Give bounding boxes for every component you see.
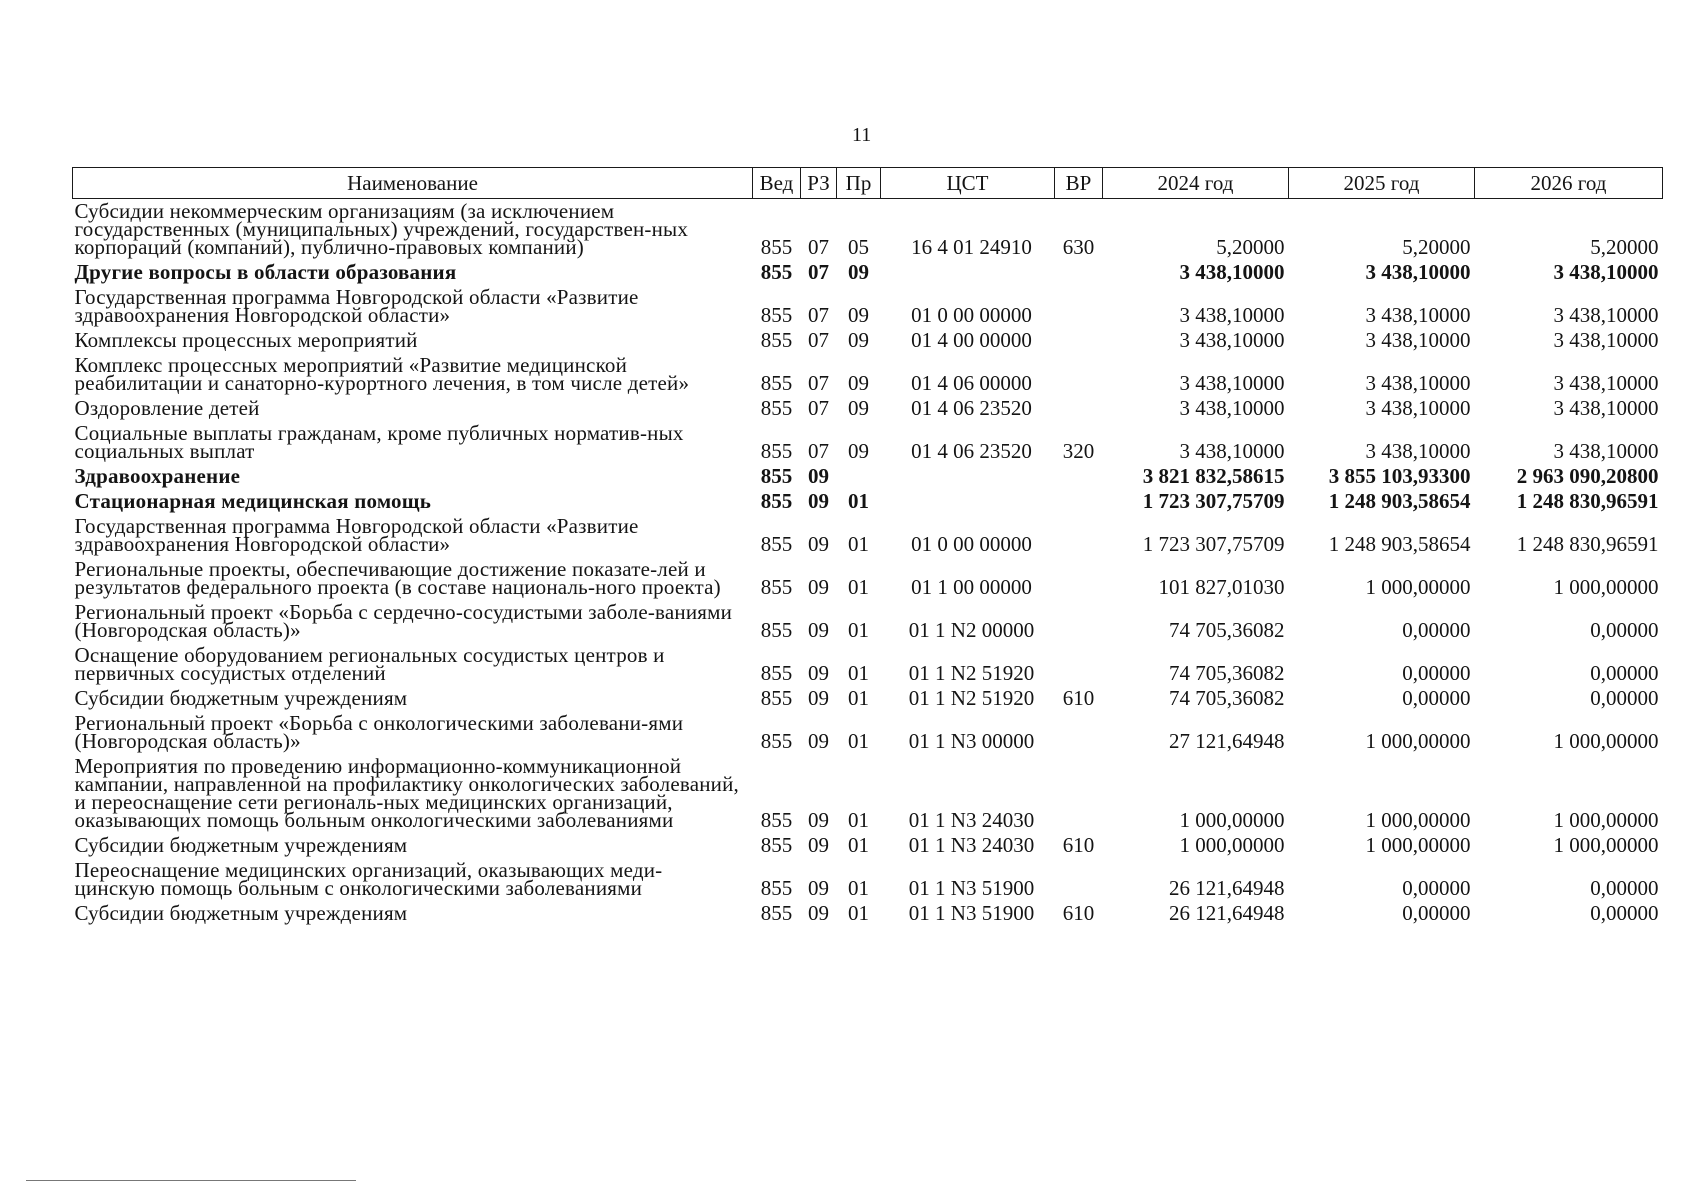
cell-ved: 855 [760,371,793,395]
cell-amount-2025: 0,00000 [1402,618,1471,642]
cell-amount-2025: 5,20000 [1402,235,1471,259]
cell-amount-2025: 3 438,10000 [1365,328,1471,352]
cell-ved: 855 [760,439,793,463]
cell-amount-2025: 3 438,10000 [1365,303,1471,327]
cell-vr [1055,711,1103,754]
cell-vr [1055,514,1103,557]
header-name: Наименование [73,168,753,199]
header-pr: Пр [837,168,881,199]
cell-cst [881,464,1055,489]
cell-vr [1055,489,1103,514]
cell-amount-2026: 1 248 830,96591 [1516,489,1659,513]
cell-amount-2025: 0,00000 [1402,661,1471,685]
cell-name: Переоснащение медицинских организаций, оказывающих меди-цинскую помощь больным с онкологическими заболеваниями [74,858,663,900]
cell-amount-2024: 3 438,10000 [1179,260,1285,284]
cell-cst: 01 1 N2 51920 [908,686,1035,710]
cell-name: Субсидии некоммерческим организациям (за исключением государственных (муниципальных) учреждений, государствен-ных корпораций (компаний), публично-правовых компаний) [74,199,689,259]
cell-rz: 09 [808,575,829,599]
cell-vr [1055,464,1103,489]
cell-vr [1055,328,1103,353]
cell-name: Комплексы процессных мероприятий [74,328,418,352]
cell-ved: 855 [760,808,793,832]
cell-amount-2024: 1 000,00000 [1179,808,1285,832]
cell-amount-2024: 74 705,36082 [1169,618,1285,642]
cell-cst: 01 1 00 00000 [911,575,1032,599]
cell-name: Региональные проекты, обеспечивающие достижение показате-лей и результатов федерального проекта (в составе националь-ного проекта) [74,557,721,599]
cell-cst: 01 1 N3 00000 [908,729,1035,753]
cell-vr [1055,396,1103,421]
table-row [73,328,1663,353]
cell-rz: 09 [808,833,829,857]
cell-amount-2026: 0,00000 [1590,618,1659,642]
cell-ved: 855 [760,303,793,327]
cell-amount-2025: 3 438,10000 [1365,371,1471,395]
cell-amount-2024: 74 705,36082 [1169,661,1285,685]
cell-amount-2024: 3 438,10000 [1179,371,1285,395]
cell-vr [1055,643,1103,686]
cell-rz: 07 [808,260,829,284]
cell-amount-2026: 3 438,10000 [1553,260,1659,284]
cell-name: Социальные выплаты гражданам, кроме публичных норматив-ных социальных выплат [74,421,684,463]
cell-ved: 855 [760,686,793,710]
cell-amount-2026: 0,00000 [1590,876,1659,900]
cell-pr: 01 [848,575,869,599]
table-row [73,396,1663,421]
cell-pr: 01 [848,729,869,753]
cell-vr: 610 [1062,833,1095,857]
cell-pr: 09 [848,439,869,463]
cell-vr [1055,285,1103,328]
cell-amount-2026: 3 438,10000 [1553,303,1659,327]
cell-amount-2025: 0,00000 [1402,686,1471,710]
cell-rz: 07 [808,371,829,395]
cell-pr: 01 [848,532,869,556]
cell-vr: 610 [1062,686,1095,710]
cell-vr: 610 [1062,901,1095,925]
header-cst: ЦСТ [881,168,1055,199]
budget-table-container [72,167,1662,926]
table-row [73,643,1663,686]
cell-amount-2024: 3 438,10000 [1179,439,1285,463]
cell-rz: 09 [808,661,829,685]
cell-rz: 07 [808,396,829,420]
cell-amount-2025: 1 000,00000 [1365,833,1471,857]
cell-cst: 01 1 N3 51900 [908,876,1035,900]
table-row [73,833,1663,858]
header-vr: ВР [1055,168,1103,199]
cell-amount-2024: 3 438,10000 [1179,328,1285,352]
cell-ved: 855 [760,729,793,753]
cell-ved: 855 [760,575,793,599]
table-row [73,711,1663,754]
cell-rz: 09 [808,618,829,642]
cell-rz: 09 [808,901,829,925]
cell-pr: 01 [848,876,869,900]
cell-cst: 01 1 N2 51920 [908,661,1035,685]
cell-pr: 01 [848,833,869,857]
table-body [73,199,1663,927]
cell-amount-2024: 1 723 307,75709 [1142,489,1285,513]
cell-ved: 855 [760,901,793,925]
cell-name: Субсидии бюджетным учреждениям [74,901,408,925]
table-row [73,353,1663,396]
cell-ved: 855 [760,489,793,513]
table-row [73,858,1663,901]
cell-vr [1055,600,1103,643]
cell-cst: 01 0 00 00000 [911,532,1032,556]
cell-ved: 855 [760,661,793,685]
cell-ved: 855 [760,464,793,488]
cell-amount-2025: 1 000,00000 [1365,575,1471,599]
header-rz: РЗ [801,168,837,199]
cell-amount-2025: 3 438,10000 [1365,439,1471,463]
cell-cst: 01 1 N3 24030 [908,833,1035,857]
table-row [73,901,1663,926]
cell-name: Субсидии бюджетным учреждениям [74,833,408,857]
cell-rz: 07 [808,328,829,352]
cell-name: Мероприятия по проведению информационно-коммуникационной кампании, направленной на профилактику онкологических заболеваний, и переоснащение сети региональ-ных медицинских организаций, оказывающих помощь больным онкологическими заболеваниями [74,754,739,832]
page-number: 11 [852,124,872,146]
cell-amount-2024: 5,20000 [1216,235,1285,259]
cell-rz: 09 [808,532,829,556]
cell-ved: 855 [760,618,793,642]
table-row [73,199,1663,261]
cell-rz: 09 [808,464,829,488]
cell-amount-2026: 5,20000 [1590,235,1659,259]
cell-name: Комплекс процессных мероприятий «Развитие медицинской реабилитации и санаторно-курортного лечения, в том числе детей» [74,353,690,395]
bottom-divider [26,1180,356,1181]
cell-amount-2024: 26 121,64948 [1169,901,1285,925]
cell-rz: 09 [808,489,829,513]
cell-pr: 09 [848,260,869,284]
cell-name: Оздоровление детей [74,396,260,420]
cell-amount-2026: 1 000,00000 [1553,729,1659,753]
cell-cst: 01 4 00 00000 [911,328,1032,352]
cell-amount-2025: 3 855 103,93300 [1328,464,1471,488]
cell-pr: 05 [848,235,869,259]
table-row [73,421,1663,464]
cell-ved: 855 [760,235,793,259]
cell-amount-2025: 3 438,10000 [1365,260,1471,284]
cell-ved: 855 [760,328,793,352]
cell-vr [1055,260,1103,285]
cell-amount-2026: 1 248 830,96591 [1516,532,1659,556]
cell-name: Стационарная медицинская помощь [74,489,431,513]
budget-table [72,167,1663,926]
cell-cst: 01 4 06 23520 [911,396,1032,420]
cell-name: Региональный проект «Борьба с онкологическими заболевани-ями (Новгородская область)» [74,711,684,753]
cell-rz: 07 [808,303,829,327]
table-row [73,557,1663,600]
cell-rz: 09 [808,808,829,832]
cell-vr: 320 [1062,439,1095,463]
table-row [73,464,1663,489]
cell-amount-2026: 0,00000 [1590,661,1659,685]
cell-pr [837,464,881,489]
cell-cst: 01 0 00 00000 [911,303,1032,327]
cell-amount-2026: 1 000,00000 [1553,833,1659,857]
header-row [73,168,1663,199]
cell-name: Оснащение оборудованием региональных сосудистых центров и первичных сосудистых отделений [74,643,665,685]
cell-amount-2025: 0,00000 [1402,876,1471,900]
cell-pr: 01 [848,489,869,513]
cell-vr [1055,754,1103,833]
cell-pr: 01 [848,618,869,642]
table-row [73,600,1663,643]
cell-cst: 01 1 N2 00000 [908,618,1035,642]
cell-name: Другие вопросы в области образования [74,260,457,284]
cell-amount-2026: 3 438,10000 [1553,371,1659,395]
cell-amount-2026: 3 438,10000 [1553,328,1659,352]
table-row [73,260,1663,285]
cell-cst: 01 1 N3 51900 [908,901,1035,925]
cell-cst: 01 4 06 00000 [911,371,1032,395]
cell-cst [881,489,1055,514]
cell-cst [881,260,1055,285]
cell-rz: 09 [808,876,829,900]
cell-amount-2025: 3 438,10000 [1365,396,1471,420]
cell-name: Здравоохранение [74,464,241,488]
table-row [73,285,1663,328]
cell-amount-2024: 3 438,10000 [1179,396,1285,420]
cell-amount-2026: 0,00000 [1590,686,1659,710]
table-row [73,514,1663,557]
cell-amount-2026: 3 438,10000 [1553,439,1659,463]
cell-amount-2024: 3 438,10000 [1179,303,1285,327]
cell-amount-2024: 3 821 832,58615 [1142,464,1285,488]
header-ved: Вед [753,168,801,199]
cell-amount-2025: 0,00000 [1402,901,1471,925]
header-year-2024: 2024 год [1103,168,1289,199]
cell-rz: 09 [808,729,829,753]
cell-amount-2024: 26 121,64948 [1169,876,1285,900]
table-row [73,489,1663,514]
cell-ved: 855 [760,260,793,284]
cell-amount-2024: 74 705,36082 [1169,686,1285,710]
cell-amount-2025: 1 000,00000 [1365,808,1471,832]
table-row [73,754,1663,833]
cell-name: Государственная программа Новгородской области «Развитие здравоохранения Новгородской области» [74,514,639,556]
cell-name: Государственная программа Новгородской области «Развитие здравоохранения Новгородской области» [74,285,639,327]
header-year-2026: 2026 год [1475,168,1663,199]
cell-amount-2026: 1 000,00000 [1553,575,1659,599]
cell-pr: 09 [848,328,869,352]
cell-rz: 07 [808,235,829,259]
cell-name: Субсидии бюджетным учреждениям [74,686,408,710]
cell-cst: 01 4 06 23520 [911,439,1032,463]
cell-amount-2025: 1 248 903,58654 [1328,532,1471,556]
cell-amount-2024: 1 000,00000 [1179,833,1285,857]
cell-rz: 07 [808,439,829,463]
cell-cst: 16 4 01 24910 [911,235,1032,259]
cell-pr: 09 [848,303,869,327]
table-header [73,168,1663,199]
cell-pr: 09 [848,371,869,395]
cell-pr: 01 [848,901,869,925]
cell-ved: 855 [760,833,793,857]
cell-name: Региональный проект «Борьба с сердечно-сосудистыми заболе-ваниями (Новгородская область)» [74,600,733,642]
cell-amount-2026: 3 438,10000 [1553,396,1659,420]
cell-vr [1055,557,1103,600]
cell-amount-2024: 101 827,01030 [1158,575,1285,599]
cell-rz: 09 [808,686,829,710]
cell-vr [1055,858,1103,901]
cell-pr: 09 [848,396,869,420]
cell-vr [1055,353,1103,396]
cell-pr: 01 [848,686,869,710]
cell-vr: 630 [1062,235,1095,259]
cell-pr: 01 [848,661,869,685]
cell-ved: 855 [760,532,793,556]
cell-ved: 855 [760,876,793,900]
header-year-2025: 2025 год [1289,168,1475,199]
cell-amount-2026: 0,00000 [1590,901,1659,925]
cell-ved: 855 [760,396,793,420]
cell-amount-2024: 1 723 307,75709 [1142,532,1285,556]
table-row [73,686,1663,711]
cell-amount-2026: 1 000,00000 [1553,808,1659,832]
cell-cst: 01 1 N3 24030 [908,808,1035,832]
cell-amount-2025: 1 248 903,58654 [1328,489,1471,513]
cell-amount-2024: 27 121,64948 [1169,729,1285,753]
cell-pr: 01 [848,808,869,832]
cell-amount-2026: 2 963 090,20800 [1516,464,1659,488]
cell-amount-2025: 1 000,00000 [1365,729,1471,753]
